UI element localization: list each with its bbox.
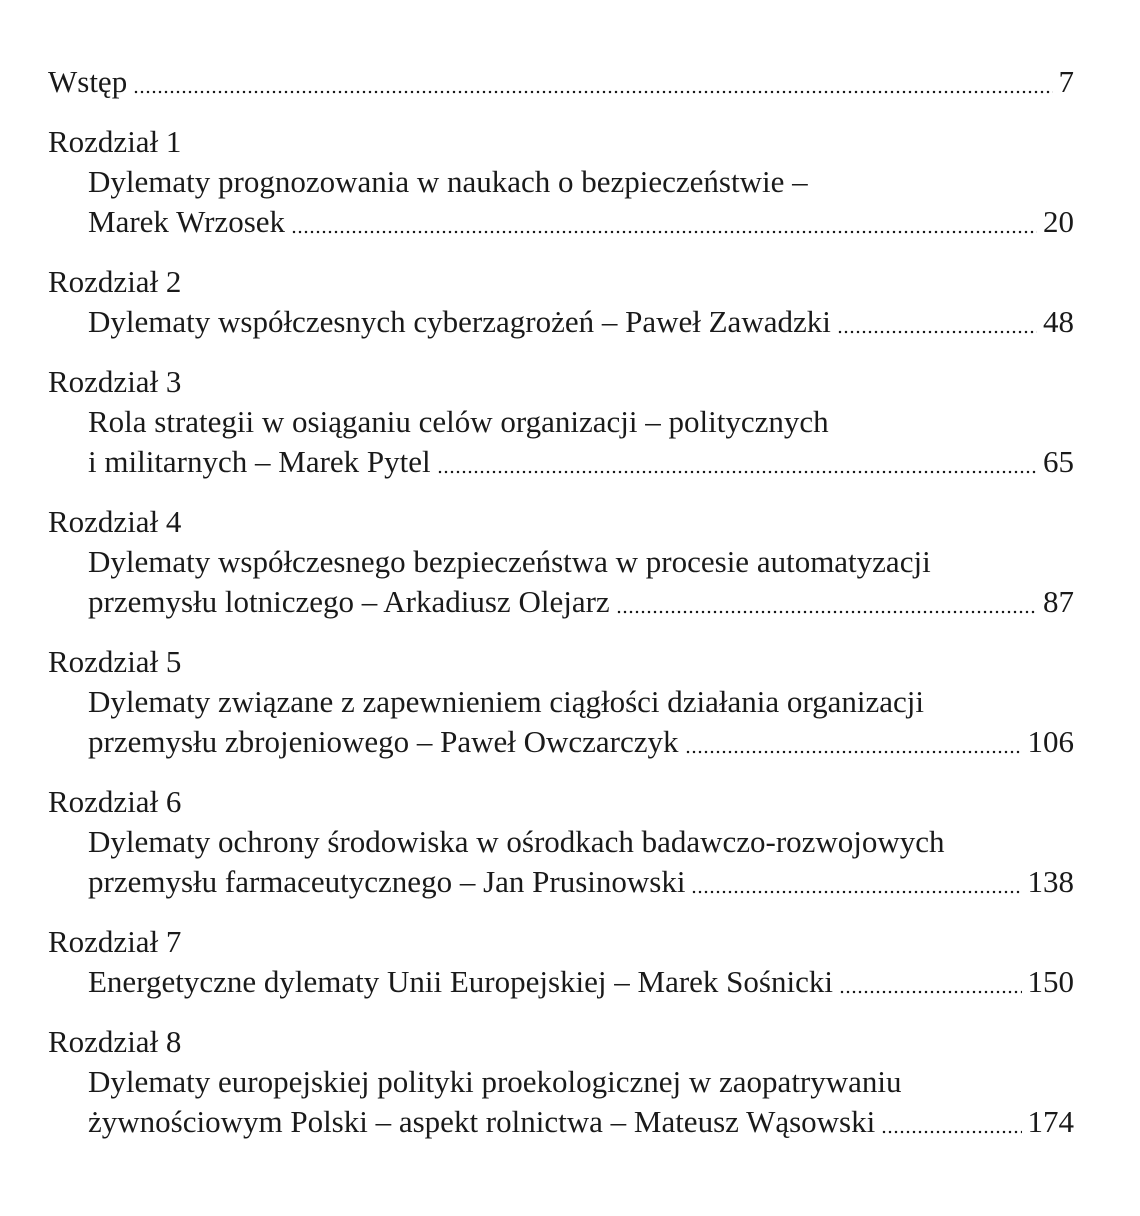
chapter-heading	[48, 362, 1074, 402]
toc-entry-chapter-1[interactable]	[48, 202, 1074, 242]
entry-title-line: Dylematy współczesnych cyberzagrożeń – Paweł Zawadzki	[88, 304, 831, 339]
dot-leader	[691, 889, 1021, 895]
page-number: 138	[1027, 864, 1074, 899]
entry-title-line: żywnościowym Polski – aspekt rolnictwa – Mateusz Wąsowski	[88, 1104, 876, 1139]
dot-leader	[291, 229, 1037, 235]
toc-entry-line	[48, 1062, 1074, 1102]
toc-entry-chapter-7[interactable]	[48, 962, 1074, 1002]
page-number: 87	[1043, 584, 1074, 619]
chapter-label: Rozdział 6	[48, 784, 182, 819]
entry-title-line: przemysłu lotniczego – Arkadiusz Olejarz	[88, 584, 610, 619]
table-of-contents	[48, 62, 1074, 1142]
page-number: 150	[1027, 964, 1074, 999]
chapter-label: Rozdział 5	[48, 644, 182, 679]
chapter-heading	[48, 922, 1074, 962]
entry-title-line: Dylematy związane z zapewnieniem ciągłości działania organizacji	[88, 684, 925, 719]
entry-title-line: Dylematy ochrony środowiska w ośrodkach badawczo-rozwojowych	[88, 824, 945, 859]
toc-entry-chapter-3[interactable]	[48, 442, 1074, 482]
page-number: 174	[1027, 1104, 1074, 1139]
chapter-label: Rozdział 2	[48, 264, 182, 299]
toc-entry-line	[48, 162, 1074, 202]
chapter-heading	[48, 782, 1074, 822]
entry-title: Wstęp	[48, 64, 128, 99]
entry-title-line: Rola strategii w osiąganiu celów organizacji – politycznych	[88, 404, 829, 439]
toc-entry-chapter-5[interactable]	[48, 722, 1074, 762]
dot-leader	[685, 749, 1022, 755]
toc-entry-chapter-6[interactable]	[48, 862, 1074, 902]
chapter-heading	[48, 1022, 1074, 1062]
chapter-heading	[48, 502, 1074, 542]
entry-title-line: przemysłu farmaceutycznego – Jan Prusinowski	[88, 864, 686, 899]
chapter-label: Rozdział 8	[48, 1024, 182, 1059]
toc-entry-line	[48, 402, 1074, 442]
page-number: 65	[1043, 444, 1074, 479]
dot-leader	[133, 89, 1052, 95]
chapter-label: Rozdział 1	[48, 124, 182, 159]
entry-title-line: Marek Wrzosek	[88, 204, 286, 239]
toc-entry-chapter-4[interactable]	[48, 582, 1074, 622]
entry-title-line: Dylematy europejskiej polityki proekologicznej w zaopatrywaniu	[88, 1064, 902, 1099]
chapter-heading	[48, 262, 1074, 302]
dot-leader	[839, 989, 1022, 995]
dot-leader	[437, 469, 1037, 475]
toc-entry-line	[48, 542, 1074, 582]
dot-leader	[616, 609, 1037, 615]
entry-title-line: i militarnych – Marek Pytel	[88, 444, 431, 479]
chapter-heading	[48, 122, 1074, 162]
page-number: 106	[1027, 724, 1074, 759]
entry-title-line: Energetyczne dylematy Unii Europejskiej – Marek Sośnicki	[88, 964, 833, 999]
toc-entry-intro[interactable]	[48, 62, 1074, 102]
toc-entry-chapter-2[interactable]	[48, 302, 1074, 342]
chapter-label: Rozdział 4	[48, 504, 182, 539]
entry-title-line: Dylematy współczesnego bezpieczeństwa w procesie automatyzacji	[88, 544, 931, 579]
chapter-label: Rozdział 7	[48, 924, 182, 959]
toc-entry-chapter-8[interactable]	[48, 1102, 1074, 1142]
chapter-heading	[48, 642, 1074, 682]
toc-entry-line	[48, 822, 1074, 862]
page-number: 20	[1043, 204, 1074, 239]
toc-entry-line	[48, 682, 1074, 722]
entry-title-line: Dylematy prognozowania w naukach o bezpieczeństwie –	[88, 164, 808, 199]
chapter-label: Rozdział 3	[48, 364, 182, 399]
page-number: 7	[1058, 64, 1074, 99]
dot-leader	[837, 329, 1037, 335]
page-number: 48	[1043, 304, 1074, 339]
entry-title-line: przemysłu zbrojeniowego – Paweł Owczarczyk	[88, 724, 679, 759]
dot-leader	[881, 1129, 1021, 1135]
